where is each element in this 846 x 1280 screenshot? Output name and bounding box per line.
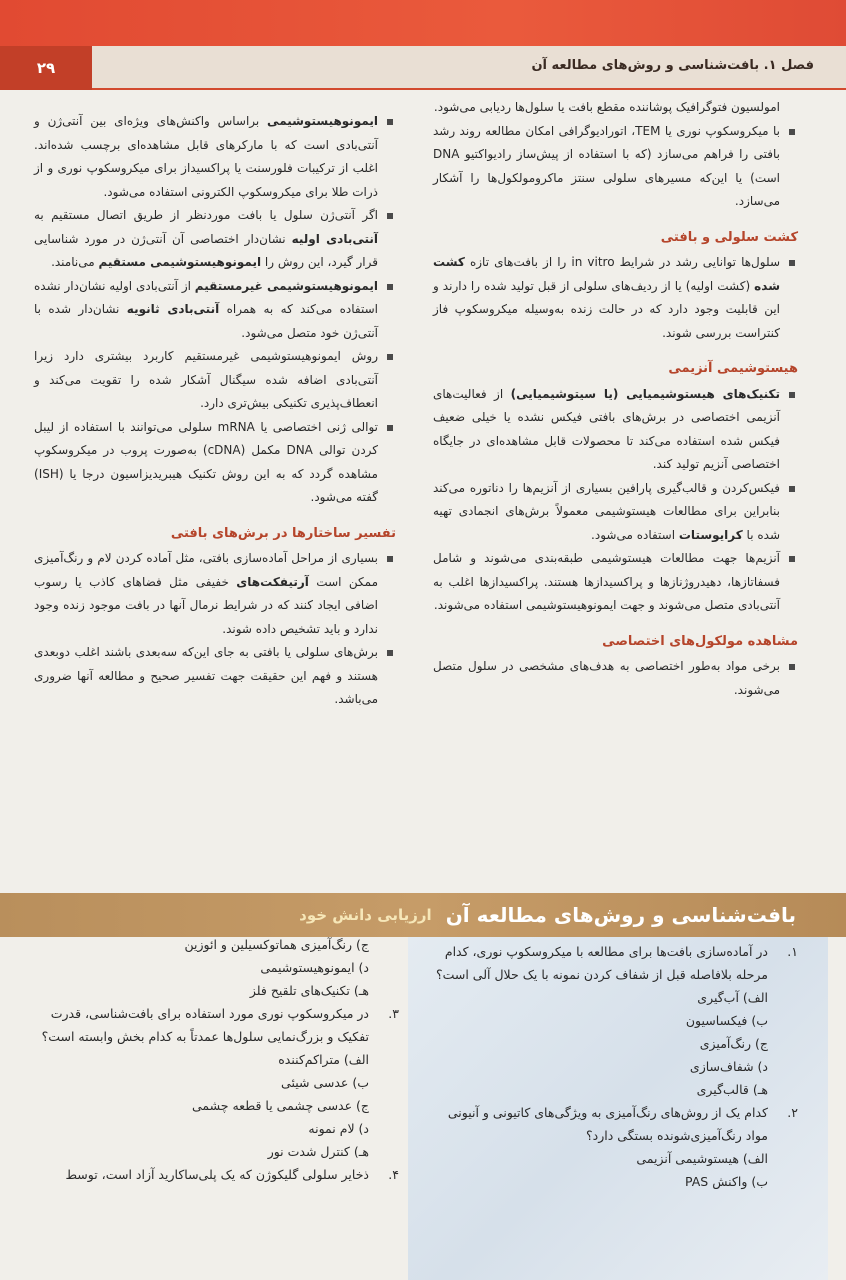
banner-title: بافت‌شناسی و روش‌های مطالعه آن [445,903,796,927]
bullet-specific-binding: برخی مواد به‌طور اختصاصی به هدف‌های مشخصی در سلول متصل می‌شوند. [433,655,798,702]
q2-option-d: د) ایمونوهیستوشیمی [260,960,369,975]
q2-option-c: ج) رنگ‌آمیزی هماتوکسیلین و ائوزین [184,937,369,952]
bullet-artifacts: بسیاری از مراحل آماده‌سازی بافتی، مثل آماده کردن لام و رنگ‌آمیزی ممکن است آرتیفکت‌های خفیفی مثل فضاهای کاذب یا رسوب اضافی ایجاد کنند که در شرایط نرمال آنها در بافت موجود زنده وجود ندارد و باید تشخیص داده شوند. [34,547,396,641]
q2-option-a: الف) هیستوشیمی آنزیمی [636,1151,768,1166]
q3-option-c: ج) عدسی چشمی یا قطعه چشمی [191,1098,369,1113]
right-column [433,96,798,702]
question-number: ۴. [388,1167,399,1182]
bullet-enzyme-classes: آنزیم‌ها جهت مطالعات هیستوشیمی طبقه‌بندی می‌شوند و شامل فسفاتازها، دهیدروژنازها و پراکسیدازها هستند. پراکسیدازها اغلب به آنتی‌بادی متصل می‌شوند و جهت ایمونوهیستوشیمی استفاده می‌شوند. [433,547,798,618]
top-color-band [0,0,846,46]
left-column [34,110,396,712]
bullet-indirect-ihc: ایمونوهیستوشیمی غیرمستقیم از آنتی‌بادی اولیه نشان‌دار نشده استفاده می‌کند که به همراه آنتی‌بادی ثانویه نشان‌دار شده با آنتی‌ژن خود متصل می‌شود. [34,275,396,346]
banner-subtitle: ارزیابی دانش خود [299,906,432,924]
question-number: ۳. [388,1006,399,1021]
bullet-in-situ-hybridization: توالی ژنی اختصاصی یا mRNA سلولی می‌توانند با استفاده از لیبل کردن توالی DNA مکمل (cDNA) به‌صورت پروب در میکروسکوپ مشاهده گردد که به این روش تکنیک هیبریدیزاسیون درجا یا (ISH) گفته می‌شود. [34,416,396,510]
paragraph-autoradiography-end: امولسیون فتوگرافیک پوشاننده مقطع بافت یا سلول‌ها ردیابی می‌شود. [433,100,780,114]
bullet-cell-culture: سلول‌ها توانایی رشد در شرایط in vitro را از بافت‌های تازه کشت شده (کشت اولیه) یا از ردیف‌های سلولی از قبل تولید شده را دارند و این قابلیت وجود دارد که در حالت زنده به‌وسیله میکروسکوپ فاز کنتراست بررسی شوند. [433,251,798,345]
page-number: ۲۹ [0,46,92,90]
bullet-two-dimensional: برش‌های سلولی یا بافتی به جای این‌که سه‌بعدی باشند اغلب دوبعدی هستند و فهم این حقیقت جهت تفسیر صحیح و مطالعه آنها ضروری می‌باشد. [34,641,396,712]
chapter-title: فصل ۱. بافت‌شناسی و روش‌های مطالعه آن [531,58,814,73]
quiz-left-column [34,933,399,1186]
q3-option-b: ب) عدسی شیئی [281,1075,369,1090]
bullet-direct-ihc: اگر آنتی‌ژن سلول یا بافت موردنظر از طریق اتصال مستقیم به آنتی‌بادی اولیه نشان‌دار اختصاصی آن آنتی‌ژن در مورد شناسایی قرار گیرد، این روش را ایمونوهیستوشیمی مستقیم می‌نامند. [34,204,396,275]
q3-option-d: د) لام نمونه [308,1121,369,1136]
q1-option-e: هـ) قالب‌گیری [696,1082,768,1097]
question-text: ذخایر سلولی گلیکوژن که یک پلی‌ساکارید آزاد است، توسط [65,1167,369,1182]
heading-enzyme-histochemistry: هیستوشیمی آنزیمی [668,361,798,376]
bullet-immunohistochemistry: ایمونوهیستوشیمی براساس واکنش‌های ویژه‌ای بین آنتی‌ژن و آنتی‌بادی است که با مارکرهای قابل مشاهده‌ای برچسب شده‌اند. اغلب از ترکیبات فلورسنت یا پراکسیداز برای میکروسکوپ نوری و از ذرات طلا برای میکروسکوپ الکترونی استفاده می‌شود. [34,110,396,204]
question-1 [426,940,798,986]
question-2 [426,1101,798,1147]
question-number: ۲. [787,1105,798,1120]
bullet-cryostat: فیکس‌کردن و قالب‌گیری پارافین بسیاری از آنزیم‌ها را دناتوره می‌کند بنابراین برای مطالعات هیستوشیمی معمولاً برش‌های انجمادی تهیه شده با کرایوستات استفاده می‌شود. [433,477,798,548]
question-text: در آماده‌سازی بافت‌ها برای مطالعه با میکروسکوپ نوری، کدام مرحله بلافاصله قبل از شفاف کردن نمونه با یک حلال آلی است؟ [435,944,768,982]
q1-option-a: الف) آب‌گیری [697,990,768,1005]
q1-option-c: ج) رنگ‌آمیزی [699,1036,768,1051]
question-3 [34,1002,399,1048]
q2-option-b: ب) واکنش PAS [685,1174,768,1189]
q3-option-e: هـ) کنترل شدت نور [267,1144,369,1159]
q2-option-e: هـ) تکنیک‌های تلقیح فلز [249,983,369,998]
q3-option-a: الف) متراکم‌کننده [278,1052,369,1067]
bullet-histochemical-techniques: تکنیک‌های هیستوشیمیایی (یا سیتوشیمیایی) از فعالیت‌های آنزیمی اختصاصی در برش‌های بافتی فیکس نشده یا خیلی ضعیف فیکس شده استفاده می‌کند تا محصولات قابل مشاهده‌ای در جایگاه اختصاصی آنزیم تولید کند. [433,383,798,477]
bullet-tem: با میکروسکوپ نوری یا TEM، اتورادیوگرافی امکان مطالعه روند رشد بافتی را فراهم می‌سازد (که با استفاده از پیش‌ساز رادیواکتیو DNA است) یا این‌که مسیرهای سلولی سنتز ماکرومولکول‌ها را آشکار می‌سازد. [433,120,798,214]
self-assessment-banner [0,893,846,937]
bullet-indirect-advantage: روش ایمونوهیستوشیمی غیرمستقیم کاربرد بیشتری دارد زیرا آنتی‌بادی اضافه شده سیگنال آشکار شده را تقویت می‌کند و انعطاف‌پذیری تکنیکی بیش‌تری دارد. [34,345,396,416]
question-text: کدام یک از روش‌های رنگ‌آمیزی به ویژگی‌های کاتیونی و آنیونی مواد رنگ‌آمیزی‌شونده بستگی دارد؟ [447,1105,768,1143]
question-4 [34,1163,399,1186]
question-number: ۱. [787,944,798,959]
q1-option-d: د) شفاف‌سازی [689,1059,768,1074]
question-text: در میکروسکوپ نوری مورد استفاده برای بافت‌شناسی، قدرت تفکیک و بزرگ‌نمایی سلول‌ها عمدتاً به کدام بخش وابسته است؟ [41,1006,369,1044]
heading-interpretation: تفسیر ساختارها در برش‌های بافتی [170,525,396,541]
heading-cell-culture: کشت سلولی و بافتی [660,229,798,245]
quiz-right-column [426,940,798,1193]
q1-option-b: ب) فیکساسیون [685,1013,768,1028]
heading-specific-molecules: مشاهده مولکول‌های اختصاصی [602,633,798,649]
